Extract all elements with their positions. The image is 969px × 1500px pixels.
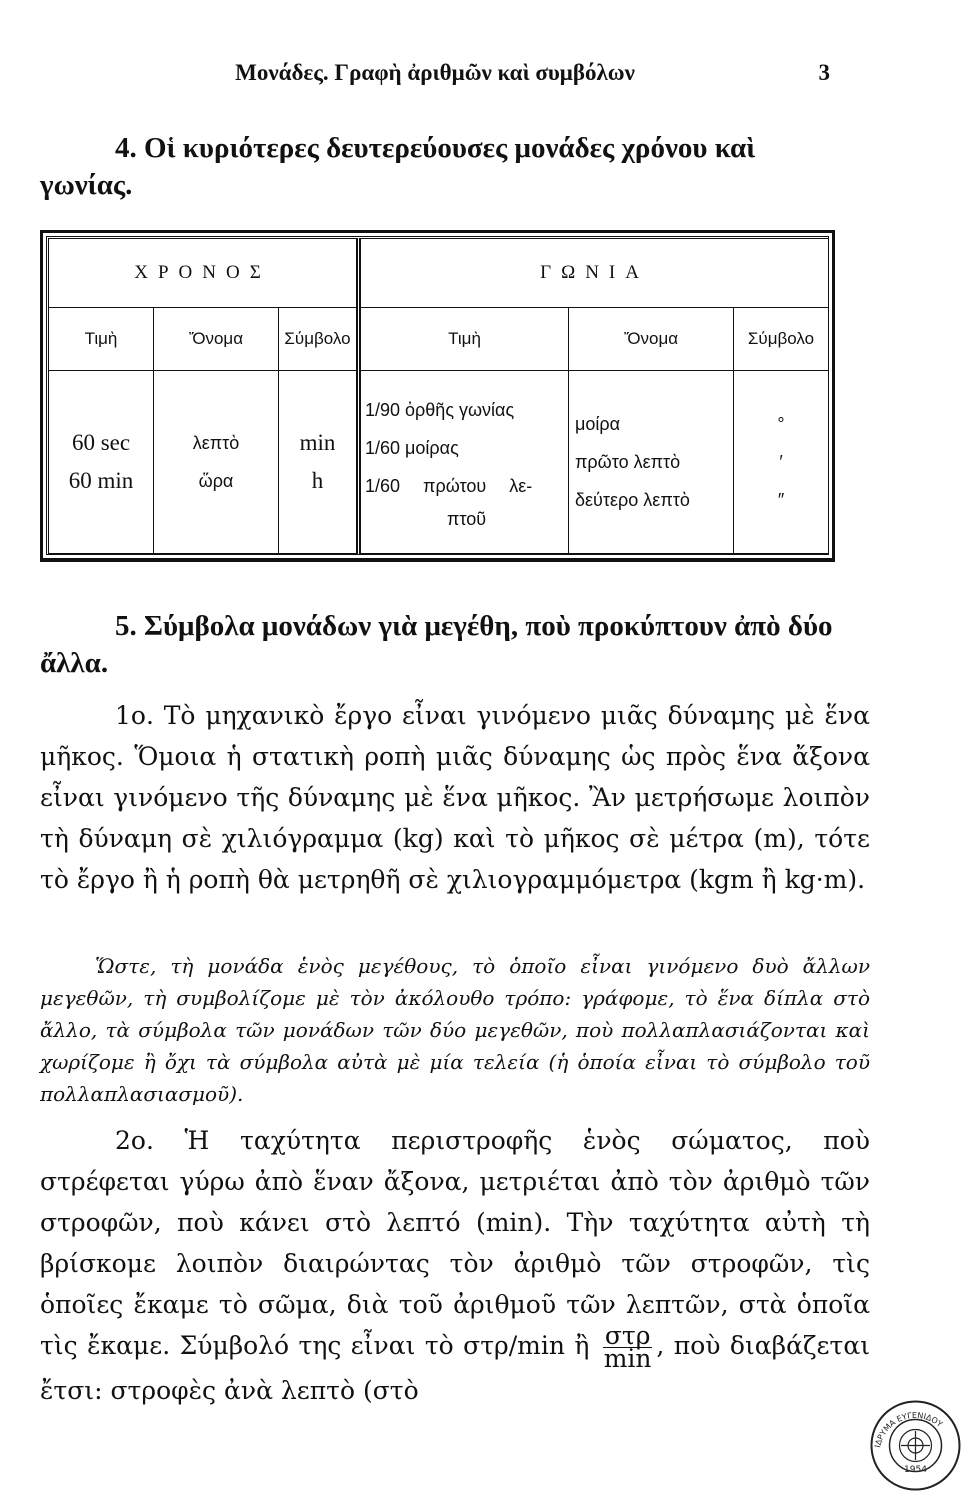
paragraph-1-text: 1ο. Τὸ μηχανικὸ ἔργο εἶναι γινόμενο μιᾶς δύναμης μὲ ἕνα μῆκος. Ὅμοια ἡ στατικὴ ροπὴ μιᾶς δύναμης ὡς πρὸς ἕνα ἄξονα εἶναι γινόμενο τῆς δύναμης μὲ ἕνα μῆκος. Ἂν μετρήσωμε λοιπὸν τὴ δύναμη σὲ χιλιόγραμμα (kg) καὶ τὸ μῆκος σὲ μέτρα (m), τότε τὸ ἔργο ἢ ἡ ροπὴ θὰ μετρηθῆ σὲ χιλιογραμμόμετρα (kgm ἢ kg·m). xyxy=(40,701,870,894)
paragraph-italic xyxy=(40,950,870,1110)
group-time: ΧΡΟΝΟΣ xyxy=(49,239,359,308)
section-4-heading xyxy=(40,130,840,204)
angle-name: δεύτερο λεπτὸ xyxy=(575,490,690,510)
time-name: ὥρα xyxy=(198,471,234,491)
section-5-heading xyxy=(40,608,840,682)
time-names-cell xyxy=(154,371,279,554)
angle-symbol: ″ xyxy=(777,490,785,510)
time-symbol: h xyxy=(311,468,324,493)
col-angle-symbol: Σύμβολο xyxy=(734,308,829,371)
angle-value: 1/60 μοίρας xyxy=(365,438,459,458)
group-angle: ΓΩΝΙΑ xyxy=(359,239,829,308)
running-title: Μονάδες. Γραφὴ ἀριθμῶν καὶ συμβόλων xyxy=(235,60,635,85)
seal-top-text: ΙΔΡΥΜΑ ΕΥΓΕΝΙΔΟΥ xyxy=(873,1410,945,1449)
fraction-denominator: min xyxy=(603,1344,652,1373)
time-symbols-cell xyxy=(279,371,359,554)
angle-names-cell xyxy=(569,371,734,554)
section-5-heading-text: 5. Σύμβολα μονάδων γιὰ μεγέθη, ποὺ προκύπτουν ἀπὸ δύο ἄλλα. xyxy=(40,610,833,679)
col-time-name: Ὄνομα xyxy=(154,308,279,371)
fraction-revolutions-per-minute xyxy=(603,1321,653,1373)
section-4-heading-text: 4. Οἱ κυριότερες δευτερεύουσες μονάδες χρόνου καὶ γωνίας. xyxy=(40,132,756,201)
paragraph-italic-text: Ὥστε, τὴ μονάδα ἑνὸς μεγέθους, τὸ ὁποῖο εἶναι γινόμενο δυὸ ἄλλων μεγεθῶν, τὴ συμβολίζομε μὲ τὸν ἀκόλουθο τρόπο: γράφομε, τὸ ἕνα δίπλα στὸ ἄλλο, τὰ σύμβολα τῶν μονάδων τῶν δύο μεγεθῶν, ποὺ πολλαπλασιάζονται καὶ χωρίζομε ἢ ὄχι τὰ σύμβολα αὐτὰ μὲ μία τελεία (ἡ ὁποία εἶναι τὸ σύμβολο τοῦ πολλαπλασιασμοῦ). xyxy=(40,954,870,1106)
col-angle-value: Τιμὴ xyxy=(359,308,569,371)
table-column-headers xyxy=(49,308,829,371)
time-symbol: min xyxy=(299,430,336,455)
seal-graphic xyxy=(868,1398,963,1493)
angle-symbol: ° xyxy=(777,414,785,434)
seal-year: 1954 xyxy=(904,1465,927,1475)
paragraph-2-text-end: , ποὺ διαβάζεται ἔτσι: στροφὲς ἀνὰ λεπτὸ (στὸ xyxy=(40,1331,871,1405)
angle-name: πρῶτο λεπτὸ xyxy=(575,452,681,472)
time-values-cell xyxy=(49,371,154,554)
col-angle-name: Ὄνομα xyxy=(569,308,734,371)
col-time-value: Τιμὴ xyxy=(49,308,154,371)
time-value: 60 sec xyxy=(71,430,131,455)
time-name: λεπτὸ xyxy=(192,433,240,453)
paragraph-2 xyxy=(40,1120,870,1411)
fraction-numerator: στρ xyxy=(604,1321,651,1350)
eugenides-foundation-seal xyxy=(868,1398,963,1493)
time-value: 60 min xyxy=(68,468,134,493)
angle-name: μοίρα xyxy=(575,414,621,434)
angle-value-continued: πτοῦ xyxy=(446,509,487,529)
angle-value: 1/60 πρώτου λε- xyxy=(365,476,533,496)
units-table-frame xyxy=(40,230,835,562)
paragraph-1 xyxy=(40,695,870,900)
col-time-symbol: Σύμβολο xyxy=(279,308,359,371)
angle-values-cell xyxy=(359,371,569,554)
angle-symbols-cell xyxy=(734,371,829,554)
angle-value: 1/90 ὀρθῆς γωνίας xyxy=(365,400,515,420)
paragraph-2-text: 2ο. Ἡ ταχύτητα περιστροφῆς ἑνὸς σώματος, ποὺ στρέφεται γύρω ἀπὸ ἕναν ἄξονα, μετριέται ἀπὸ τὸν ἀριθμὸ τῶν στροφῶν, ποὺ κάνει στὸ λεπτό (min). Τὴν ταχύτητα αὐτὴ τὴ βρίσκομε λοιπὸν διαιρώντας τὸν ἀριθμὸ τῶν στροφῶν, τὶς ὁποῖες ἔκαμε τὸ σῶμα, διὰ τοῦ ἀριθμοῦ τῶν λεπτῶν, στὰ ὁποῖα τὶς ἔκαμε. Σύμβολό της εἶναι τὸ στρ/min ἢ xyxy=(40,1126,870,1360)
page-number: 3 xyxy=(818,60,830,85)
table-data-row xyxy=(49,371,829,554)
table-group-row xyxy=(49,239,829,308)
running-header xyxy=(40,60,830,90)
angle-symbol: ′ xyxy=(779,452,783,472)
units-table xyxy=(48,238,829,554)
